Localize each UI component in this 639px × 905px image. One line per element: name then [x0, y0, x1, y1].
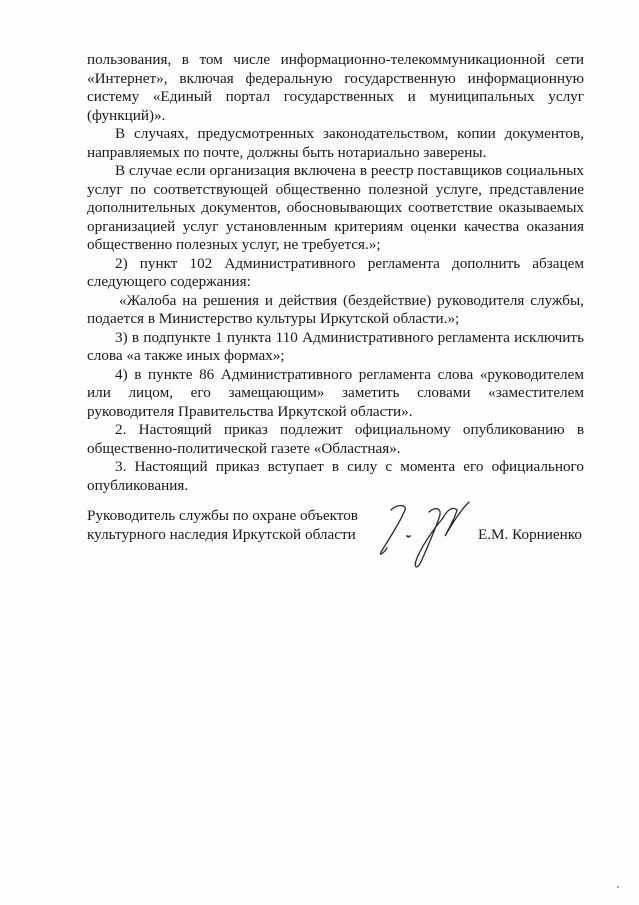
paragraph-continuation: пользования, в том числе информационно-телекоммуникационной сети «Интернет», включая федеральную государственную информационную систему «Единый портал государственных и муниципальных услуг (функций)».	[87, 51, 584, 124]
paragraph-item-2: 2) пункт 102 Административного регламента дополнить абзацем следующего содержания:	[87, 254, 584, 290]
handwritten-signature	[377, 496, 487, 576]
signatory-title: Руководитель службы по охране объектов культурного наследия Иркутской области	[87, 507, 358, 543]
paragraph-item-3: 3) в подпункте 1 пункта 110 Административного регламента исключить слова «а также иных формах»;	[87, 328, 584, 364]
paragraph-complaint-quote: «Жалоба на решения и действия (бездействие) руководителя службы, подается в Министерство культуры Иркутской области.»;	[87, 291, 584, 327]
paragraph-registry: В случае если организация включена в реестр поставщиков социальных услуг по соответствующей общественно полезной услуге, представление дополнительных документов, обосновывающих соответствие оказываемых организацией услуг установленным критериям оценки качества оказания общественно полезных услуг, не требуется.»;	[87, 162, 584, 253]
paragraph-item-4: 4) в пункте 86 Административного регламента слова «руководителем или лицом, его замещающим» заметить словами «заместителем руководителя Правительства Иркутской области».	[87, 365, 584, 420]
document-body	[87, 51, 584, 495]
scan-speck	[617, 886, 619, 888]
paragraph-publication: 2. Настоящий приказ подлежит официальному опубликованию в общественно-политической газете «Областная».	[87, 421, 584, 457]
signature-block	[87, 506, 584, 586]
paragraph-effective: 3. Настоящий приказ вступает в силу с момента его официального опубликования.	[87, 458, 584, 494]
paragraph-notarization: В случаях, предусмотренных законодательством, копии документов, направляемых по почте, должны быть нотариально заверены.	[87, 125, 584, 161]
signatory-name: Е.М. Корниенко	[477, 526, 582, 543]
